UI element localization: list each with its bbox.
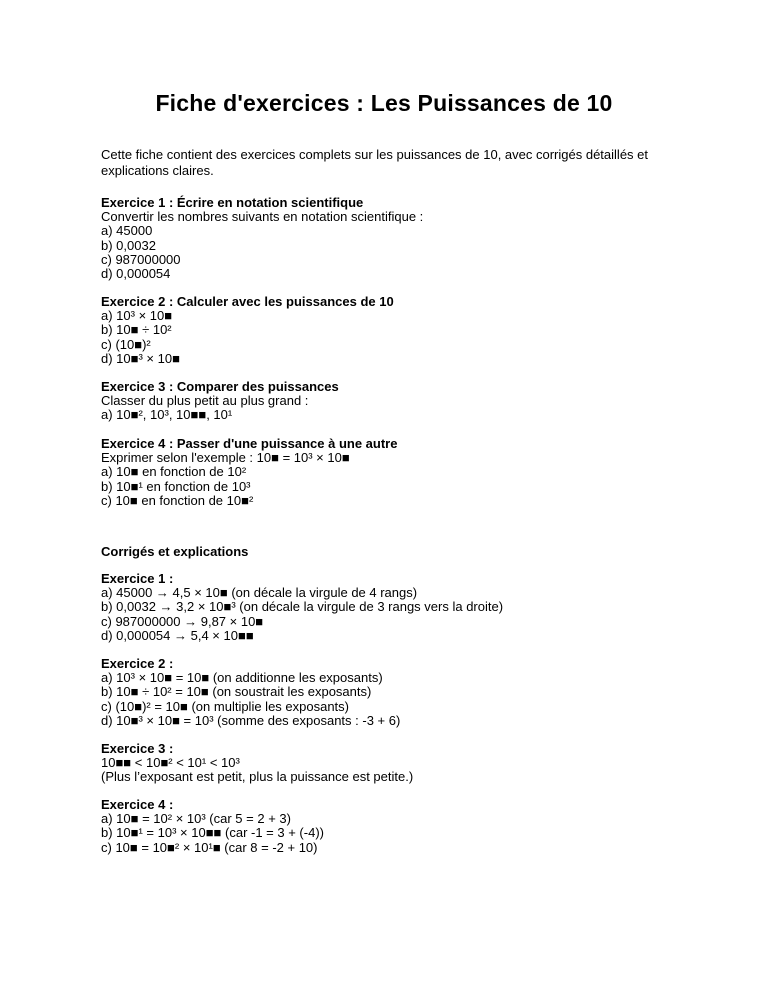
correction-2 — [101, 657, 400, 728]
exercise-line: c) (10■)² — [101, 336, 151, 352]
correction-line: a) 45000 → 4,5 × 10■ (on décale la virgule de 4 rangs) — [101, 585, 418, 601]
page-title: Fiche d'exercices : Les Puissances de 10 — [155, 90, 613, 116]
correction-line: b) 10■ ÷ 10² = 10■ (on soustrait les exposants) — [101, 684, 372, 700]
exercise-line: Classer du plus petit au plus grand : — [101, 393, 309, 409]
exercise-2 — [101, 295, 394, 366]
exercise-line: a) 10■², 10³, 10■■, 10¹ — [101, 407, 233, 423]
correction-line: d) 10■³ × 10■ = 10³ (somme des exposants : -3 + 6) — [101, 712, 401, 728]
correction-line: 10■■ < 10■² < 10¹ < 10³ — [101, 755, 240, 771]
exercise-title: Exercice 3 : Comparer des puissances — [101, 379, 339, 394]
exercise-line: b) 10■¹ en fonction de 10³ — [101, 478, 251, 494]
correction-3 — [101, 742, 413, 785]
exercise-line: a) 10■ en fonction de 10² — [101, 464, 247, 480]
exercise-line: b) 0,0032 — [101, 237, 156, 253]
intro-paragraph: Cette fiche contient des exercices complets sur les puissances de 10, avec corrigés détaillés et explications claires. — [101, 147, 648, 178]
correction-line: c) 987000000 → 9,87 × 10■ — [101, 613, 264, 629]
exercise-line: d) 10■³ × 10■ — [101, 350, 180, 366]
exercise-1 — [101, 196, 423, 281]
exercise-line: a) 10³ × 10■ — [101, 308, 173, 324]
exercise-line: Exprimer selon l'exemple : 10■ = 10³ × 10■ — [101, 450, 350, 466]
exercise-line: c) 987000000 — [101, 251, 181, 267]
correction-title: Exercice 3 : — [101, 741, 174, 756]
corrections-heading: Corrigés et explications — [101, 544, 249, 559]
exercise-title: Exercice 1 : Écrire en notation scientifique — [101, 195, 364, 210]
correction-line: c) (10■)² = 10■ (on multiplie les exposants) — [101, 698, 349, 714]
correction-line: a) 10³ × 10■ = 10■ (on additionne les exposants) — [101, 670, 383, 686]
correction-title: Exercice 4 : — [101, 797, 174, 812]
correction-line: (Plus l’exposant est petit, plus la puissance est petite.) — [101, 769, 414, 785]
correction-line: b) 0,0032 → 3,2 × 10■³ (on décale la virgule de 3 rangs vers la droite) — [101, 599, 504, 615]
exercise-4 — [101, 437, 397, 508]
exercise-title: Exercice 2 : Calculer avec les puissances de 10 — [101, 294, 394, 309]
correction-title: Exercice 2 : — [101, 656, 174, 671]
correction-line: c) 10■ = 10■² × 10¹■ (car 8 = -2 + 10) — [101, 839, 318, 855]
exercise-line: c) 10■ en fonction de 10■² — [101, 492, 254, 508]
exercise-3 — [101, 380, 339, 423]
exercise-line: d) 0,000054 — [101, 266, 171, 282]
correction-4 — [101, 798, 324, 855]
correction-title: Exercice 1 : — [101, 571, 174, 586]
correction-1 — [101, 572, 503, 643]
correction-line: b) 10■¹ = 10³ × 10■■ (car -1 = 3 + (-4)) — [101, 825, 324, 841]
exercise-title: Exercice 4 : Passer d'une puissance à une autre — [101, 436, 398, 451]
exercise-line: b) 10■ ÷ 10² — [101, 322, 172, 338]
correction-line: d) 0,000054 → 5,4 × 10■■ — [101, 627, 254, 643]
exercise-line: a) 45000 — [101, 223, 153, 239]
correction-line: a) 10■ = 10² × 10³ (car 5 = 2 + 3) — [101, 811, 291, 827]
exercise-line: Convertir les nombres suivants en notation scientifique : — [101, 209, 424, 225]
